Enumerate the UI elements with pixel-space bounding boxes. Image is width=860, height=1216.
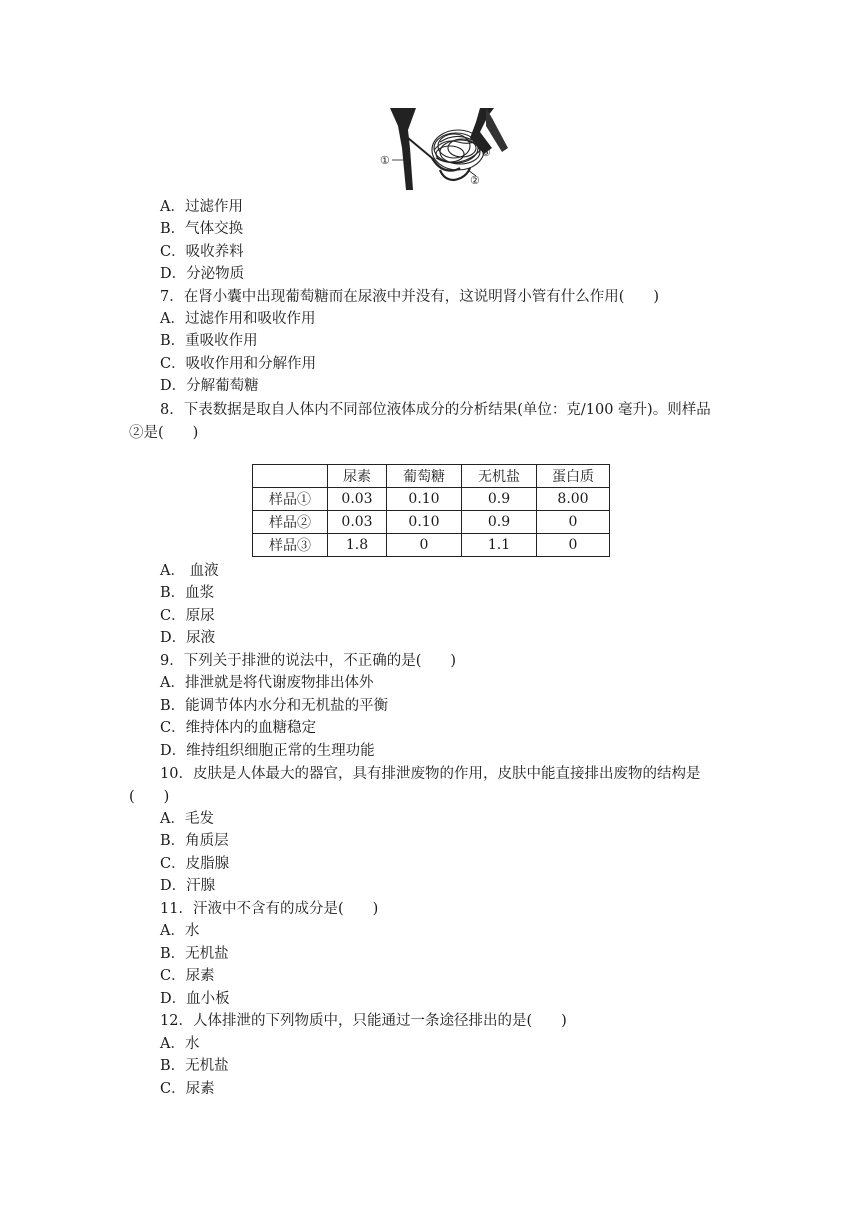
q9-stem: 9．下列关于排泄的说法中，不正确的是( ) bbox=[160, 653, 457, 669]
q7-option-c: C．吸收作用和分解作用 bbox=[160, 356, 317, 372]
q8-option-c: C．原尿 bbox=[160, 608, 215, 624]
q6-option-d: D．分泌物质 bbox=[160, 266, 245, 282]
table-header-cell: 蛋白质 bbox=[537, 465, 610, 488]
table-cell: 0.10 bbox=[387, 488, 462, 511]
label-2: ② bbox=[470, 174, 480, 187]
q6-option-a: A．过滤作用 bbox=[160, 199, 243, 215]
fluid-composition-table bbox=[252, 464, 610, 557]
q10-option-b: B．角质层 bbox=[160, 833, 229, 849]
q11-option-a: A．水 bbox=[160, 923, 200, 939]
glomerulus-figure bbox=[380, 108, 510, 190]
q9-option-a: A．排泄就是将代谢废物排出体外 bbox=[160, 675, 374, 691]
table-cell: 1.1 bbox=[462, 534, 537, 557]
q8-option-b: B．血浆 bbox=[160, 585, 215, 601]
table-cell: 0 bbox=[387, 534, 462, 557]
q11-stem: 11．汗液中不含有的成分是( ) bbox=[160, 901, 379, 917]
table-row bbox=[253, 511, 610, 534]
q8-stem-line1: 8．下表数据是取自人体内不同部位液体成分的分析结果(单位：克/100 毫升)。则样品 bbox=[160, 402, 711, 418]
table-cell: 样品② bbox=[253, 511, 328, 534]
table-cell: 1.8 bbox=[328, 534, 387, 557]
q11-option-c: C．尿素 bbox=[160, 968, 215, 984]
table-row bbox=[253, 488, 610, 511]
table-cell: 样品① bbox=[253, 488, 328, 511]
table-cell: 8.00 bbox=[537, 488, 610, 511]
q7-option-a: A．过滤作用和吸收作用 bbox=[160, 311, 316, 327]
table-cell: 0.10 bbox=[387, 511, 462, 534]
q6-option-c: C．吸收养料 bbox=[160, 244, 244, 260]
table-cell: 样品③ bbox=[253, 534, 328, 557]
q8-option-a: A． 血液 bbox=[160, 563, 219, 579]
q12-option-a: A．水 bbox=[160, 1036, 200, 1052]
q9-option-c: C．维持体内的血糖稳定 bbox=[160, 720, 317, 736]
table-cell: 0.9 bbox=[462, 488, 537, 511]
q10-option-d: D．汗腺 bbox=[160, 878, 216, 894]
table-cell: 0.03 bbox=[328, 488, 387, 511]
table-header-cell: 葡萄糖 bbox=[387, 465, 462, 488]
q7-option-b: B．重吸收作用 bbox=[160, 333, 258, 349]
q10-option-a: A．毛发 bbox=[160, 811, 214, 827]
q12-option-b: B．无机盐 bbox=[160, 1058, 229, 1074]
table-cell: 0 bbox=[537, 534, 610, 557]
label-1: ① bbox=[380, 154, 390, 167]
label-3: ③ bbox=[481, 146, 491, 159]
q8-stem-line2: ②是( ) bbox=[129, 425, 199, 441]
table-header-row bbox=[253, 465, 610, 488]
q7-stem: 7．在肾小囊中出现葡萄糖而在尿液中并没有，这说明肾小管有什么作用( ) bbox=[160, 289, 660, 305]
q10-stem-line2: ( ) bbox=[129, 789, 170, 805]
q10-stem-line1: 10．皮肤是人体最大的器官，具有排泄废物的作用，皮肤中能直接排出废物的结构是 bbox=[160, 766, 701, 782]
q11-option-b: B．无机盐 bbox=[160, 946, 229, 962]
q12-stem: 12．人体排泄的下列物质中，只能通过一条途径排出的是( ) bbox=[160, 1013, 567, 1029]
q11-option-d: D．血小板 bbox=[160, 991, 230, 1007]
q10-option-c: C．皮脂腺 bbox=[160, 856, 230, 872]
table-cell: 0 bbox=[537, 511, 610, 534]
q12-option-c: C．尿素 bbox=[160, 1081, 215, 1097]
q6-option-b: B．气体交换 bbox=[160, 221, 244, 237]
table-header-cell: 无机盐 bbox=[462, 465, 537, 488]
table-header-cell: 尿素 bbox=[328, 465, 387, 488]
table-row bbox=[253, 534, 610, 557]
q9-option-b: B．能调节体内水分和无机盐的平衡 bbox=[160, 698, 389, 714]
table-header-cell bbox=[253, 465, 328, 488]
q9-option-d: D．维持组织细胞正常的生理功能 bbox=[160, 743, 375, 759]
q8-option-d: D．尿液 bbox=[160, 630, 216, 646]
table-cell: 0.03 bbox=[328, 511, 387, 534]
table-cell: 0.9 bbox=[462, 511, 537, 534]
q7-option-d: D．分解葡萄糖 bbox=[160, 378, 259, 394]
